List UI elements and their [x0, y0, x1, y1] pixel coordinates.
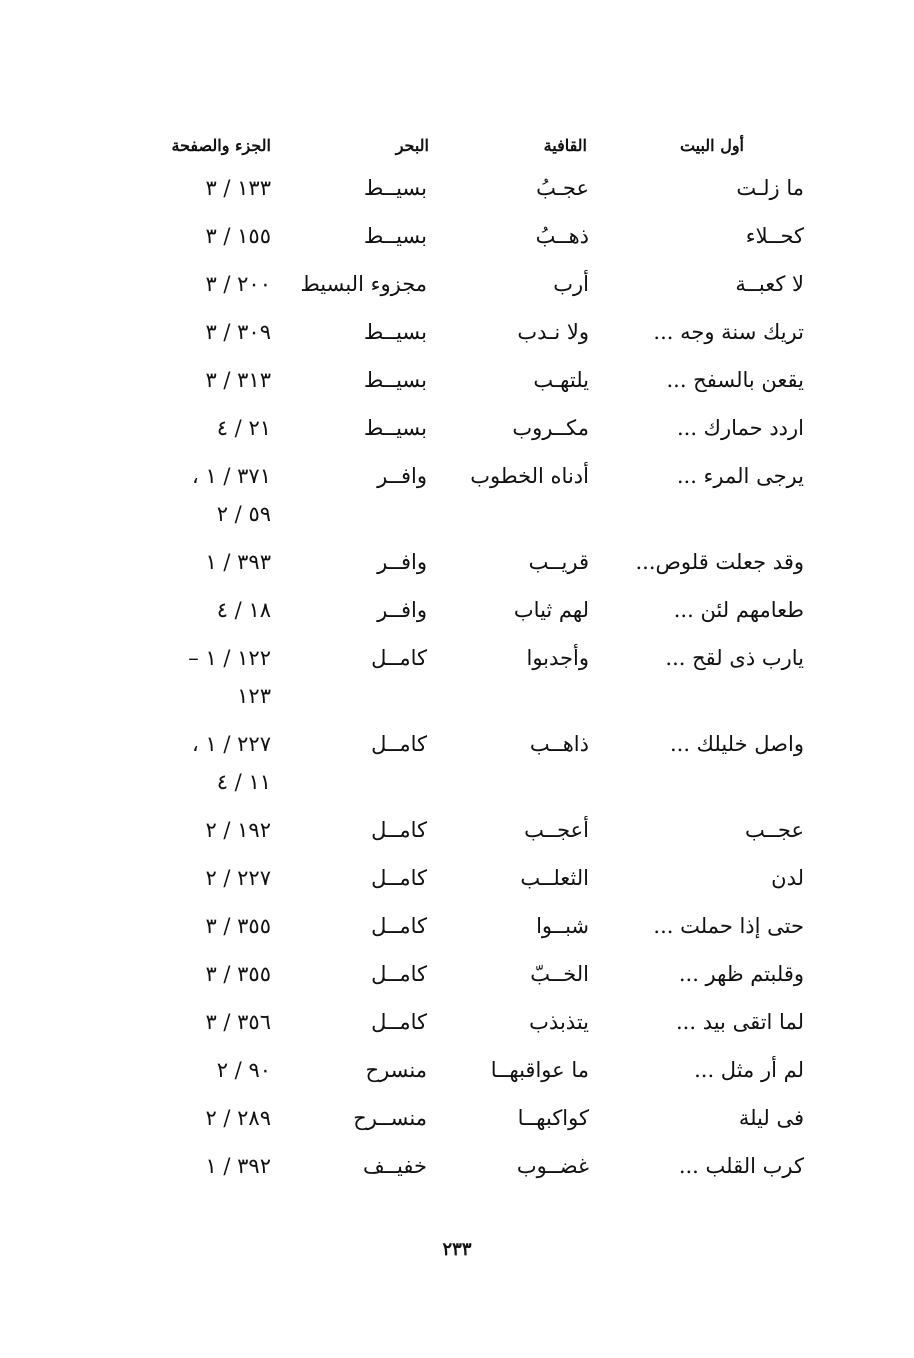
header-first-line: أول البيت — [679, 136, 744, 155]
table-row — [0, 914, 914, 962]
volume-page-cell — [141, 464, 271, 540]
first-line-cell: تريك سنة وجه ... — [653, 320, 804, 344]
rhyme-cell: ذهــبُ — [535, 224, 589, 248]
volume-page-ref: ٥٩ / ٢ — [216, 502, 271, 526]
meter-cell: مجزوء البسيط — [300, 272, 427, 296]
volume-page-cell — [141, 866, 271, 904]
meter-cell: بسيــط — [363, 320, 427, 344]
first-line-cell: اردد حمارك ... — [676, 416, 804, 440]
page-number: ٢٣٣ — [442, 1239, 472, 1260]
first-line-cell: عجــب — [744, 818, 804, 842]
volume-page-ref: ٣٥٥ / ٣ — [205, 962, 271, 986]
first-line-cell: لا كعبــة — [735, 272, 804, 296]
table-row — [0, 368, 914, 416]
volume-page-cell — [141, 1106, 271, 1144]
meter-cell: كامــل — [371, 914, 427, 938]
first-line-cell: طعامهم لئن ... — [673, 598, 804, 622]
volume-page-ref: ١٨ / ٤ — [216, 598, 271, 622]
rhyme-cell: الخــبّ — [530, 962, 589, 986]
volume-page-cell — [141, 550, 271, 588]
rhyme-cell: لهم ثياب — [513, 598, 589, 622]
meter-cell: منسرح — [365, 1058, 427, 1082]
header-meter: البحر — [395, 136, 429, 155]
meter-cell: وافــر — [377, 550, 427, 574]
volume-page-ref: ١٢٣ — [237, 684, 271, 708]
rhyme-cell: ما عواقبهــا — [490, 1058, 589, 1082]
first-line-cell: وقد جعلت قلوص... — [635, 550, 804, 574]
first-line-cell: كحــلاء — [745, 224, 804, 248]
table-row — [0, 1010, 914, 1058]
table-row — [0, 464, 914, 550]
meter-cell: بسيــط — [363, 368, 427, 392]
meter-cell: كامــل — [371, 1010, 427, 1034]
table-row — [0, 1106, 914, 1154]
volume-page-cell — [141, 914, 271, 952]
meter-cell: كامــل — [371, 732, 427, 756]
first-line-cell: لم أر مثل ... — [694, 1058, 804, 1082]
meter-cell: وافــر — [377, 598, 427, 622]
volume-page-ref: ٣٥٦ / ٣ — [205, 1010, 271, 1034]
header-rhyme: القافية — [543, 136, 587, 155]
first-line-cell: واصل خليلك ... — [669, 732, 804, 756]
volume-page-ref: – ١٢٢ / ١ — [188, 646, 271, 670]
volume-page-cell — [141, 1010, 271, 1048]
first-line-cell: فى ليلة — [738, 1106, 804, 1130]
first-line-cell: حتى إذا حملت ... — [653, 914, 804, 938]
volume-page-cell — [141, 224, 271, 262]
volume-page-ref: ٣٩٢ / ١ — [205, 1154, 271, 1178]
rhyme-cell: أعجــب — [524, 818, 589, 842]
table-row — [0, 224, 914, 272]
table-header — [0, 136, 914, 164]
first-line-cell: يارب ذى لقح ... — [665, 646, 804, 670]
volume-page-ref: ، ٣٧١ / ١ — [191, 464, 271, 488]
rhyme-cell: وأجدبوا — [526, 646, 589, 670]
volume-page-ref: ٢٠٠ / ٣ — [205, 272, 271, 296]
rhyme-cell: أرب — [553, 272, 589, 296]
meter-cell: كامــل — [371, 646, 427, 670]
table-row — [0, 272, 914, 320]
table-row — [0, 1058, 914, 1106]
volume-page-cell — [141, 1058, 271, 1096]
volume-page-ref: ٣٩٣ / ١ — [205, 550, 271, 574]
volume-page-cell — [141, 598, 271, 636]
volume-page-cell — [141, 416, 271, 454]
rhyme-cell: ذاهــب — [529, 732, 589, 756]
volume-page-cell — [141, 962, 271, 1000]
first-line-cell: ما زلـت — [736, 176, 804, 200]
meter-cell: كامــل — [371, 962, 427, 986]
volume-page-cell — [141, 732, 271, 808]
rhyme-cell: غضــوب — [516, 1154, 589, 1178]
first-line-cell: كرب القلب ... — [678, 1154, 804, 1178]
meter-cell: كامــل — [371, 866, 427, 890]
table-row — [0, 416, 914, 464]
volume-page-ref: ١١ / ٤ — [216, 770, 271, 794]
meter-cell: بسيــط — [363, 416, 427, 440]
first-line-cell: وقلبتم ظهر ... — [678, 962, 804, 986]
table-row — [0, 1154, 914, 1202]
rhyme-cell: قريــب — [528, 550, 589, 574]
volume-page-cell — [141, 176, 271, 214]
rhyme-cell: عجـبُ — [536, 176, 589, 200]
table-row — [0, 866, 914, 914]
meter-cell: كامــل — [371, 818, 427, 842]
meter-cell: خفيــف — [363, 1154, 427, 1178]
volume-page-ref: ٣١٣ / ٣ — [205, 368, 271, 392]
volume-page-cell — [141, 368, 271, 406]
meter-cell: بسيــط — [363, 224, 427, 248]
table-row — [0, 320, 914, 368]
volume-page-ref: ١٩٢ / ٢ — [205, 818, 271, 842]
table-row — [0, 732, 914, 818]
volume-page-cell — [141, 1154, 271, 1192]
volume-page-ref: ١٥٥ / ٣ — [205, 224, 271, 248]
meter-cell: بسيــط — [363, 176, 427, 200]
table-row — [0, 818, 914, 866]
volume-page-cell — [141, 272, 271, 310]
meter-cell: منســرح — [353, 1106, 427, 1130]
table-body — [0, 176, 914, 1202]
first-line-cell: يرجى المرء ... — [676, 464, 804, 488]
volume-page-ref: ٩٠ / ٢ — [216, 1058, 271, 1082]
volume-page-cell — [141, 320, 271, 358]
meter-cell: وافــر — [377, 464, 427, 488]
first-line-cell: لما اتقى بيد ... — [676, 1010, 804, 1034]
volume-page-ref: ٣٠٩ / ٣ — [205, 320, 271, 344]
volume-page-ref: ١٣٣ / ٣ — [205, 176, 271, 200]
table-row — [0, 598, 914, 646]
first-line-cell: يقعن بالسفح ... — [666, 368, 804, 392]
volume-page-ref: ٢٢٧ / ٢ — [205, 866, 271, 890]
volume-page-cell — [141, 646, 271, 722]
table-row — [0, 176, 914, 224]
table-row — [0, 550, 914, 598]
rhyme-cell: يتذبذب — [529, 1010, 589, 1034]
rhyme-cell: أدناه الخطوب — [470, 464, 589, 488]
volume-page-ref: ، ٢٢٧ / ١ — [191, 732, 271, 756]
rhyme-cell: الثعلــب — [520, 866, 589, 890]
rhyme-cell: ولا نـدب — [517, 320, 589, 344]
rhyme-cell: شبــوا — [536, 914, 589, 938]
table-row — [0, 646, 914, 732]
volume-page-ref: ٢٨٩ / ٢ — [205, 1106, 271, 1130]
volume-page-ref: ٢١ / ٤ — [216, 416, 271, 440]
volume-page-ref: ٣٥٥ / ٣ — [205, 914, 271, 938]
first-line-cell: لدن — [771, 866, 804, 890]
table-row — [0, 962, 914, 1010]
rhyme-cell: يلتهـب — [533, 368, 589, 392]
header-volume-page: الجزء والصفحة — [171, 136, 271, 155]
volume-page-cell — [141, 818, 271, 856]
rhyme-cell: كواكبهــا — [517, 1106, 589, 1130]
rhyme-cell: مكــروب — [512, 416, 589, 440]
